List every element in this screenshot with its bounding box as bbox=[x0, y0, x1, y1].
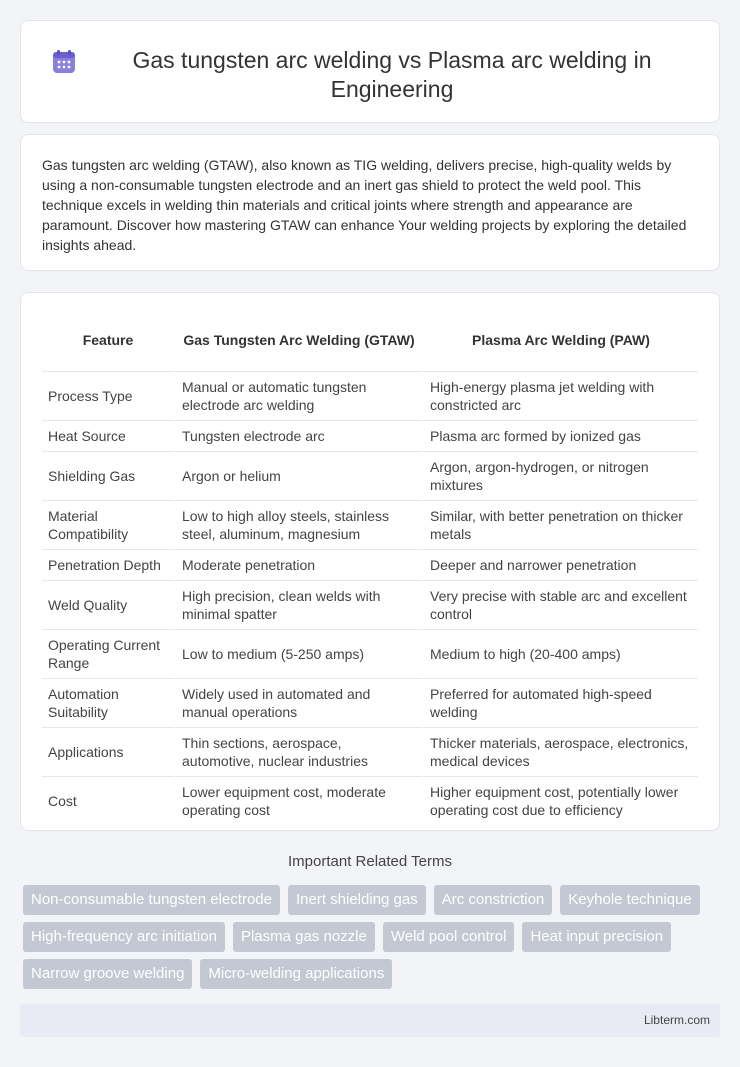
row-gtaw: Lower equipment cost, moderate operating cost bbox=[174, 776, 422, 825]
row-paw: Higher equipment cost, potentially lower operating cost due to efficiency bbox=[422, 776, 698, 825]
row-gtaw: Tungsten electrode arc bbox=[174, 420, 422, 451]
row-gtaw: High precision, clean welds with minimal spatter bbox=[174, 580, 422, 629]
row-feature: Weld Quality bbox=[42, 580, 174, 629]
row-paw: Preferred for automated high-speed welding bbox=[422, 678, 698, 727]
page-title: Gas tungsten arc welding vs Plasma arc welding in Engineering bbox=[132, 47, 652, 102]
tag-arc-constriction[interactable]: Arc constriction bbox=[434, 885, 553, 915]
header-paw: Plasma Arc Welding (PAW) bbox=[422, 309, 698, 371]
row-gtaw: Thin sections, aerospace, automotive, nuclear industries bbox=[174, 727, 422, 776]
related-terms-heading: Important Related Terms bbox=[288, 853, 452, 870]
table-row bbox=[42, 500, 698, 549]
tag-non-consumable-tungsten-electrode[interactable]: Non-consumable tungsten electrode bbox=[23, 885, 280, 915]
row-feature: Shielding Gas bbox=[42, 451, 174, 500]
tag-keyhole-technique[interactable]: Keyhole technique bbox=[560, 885, 699, 915]
row-feature: Cost bbox=[42, 776, 174, 825]
row-feature: Penetration Depth bbox=[42, 549, 174, 580]
table-row bbox=[42, 420, 698, 451]
table-row bbox=[42, 451, 698, 500]
row-feature: Automation Suitability bbox=[42, 678, 174, 727]
row-paw: Very precise with stable arc and excellent control bbox=[422, 580, 698, 629]
title-card bbox=[20, 20, 720, 123]
row-paw: Deeper and narrower penetration bbox=[422, 549, 698, 580]
header-gtaw: Gas Tungsten Arc Welding (GTAW) bbox=[174, 309, 422, 371]
row-paw: Thicker materials, aerospace, electronics, medical devices bbox=[422, 727, 698, 776]
row-feature: Heat Source bbox=[42, 420, 174, 451]
tag-micro-welding-applications[interactable]: Micro-welding applications bbox=[200, 959, 392, 989]
tag-weld-pool-control[interactable]: Weld pool control bbox=[383, 922, 515, 952]
row-paw: Argon, argon-hydrogen, or nitrogen mixtures bbox=[422, 451, 698, 500]
tag-narrow-groove-welding[interactable]: Narrow groove welding bbox=[23, 959, 192, 989]
row-paw: Similar, with better penetration on thicker metals bbox=[422, 500, 698, 549]
table-row bbox=[42, 678, 698, 727]
table-row bbox=[42, 776, 698, 825]
calendar-icon bbox=[51, 49, 77, 75]
tag-high-frequency-arc-initiation[interactable]: High-frequency arc initiation bbox=[23, 922, 225, 952]
intro-card bbox=[20, 134, 720, 271]
footer-site-link[interactable]: Libterm.com bbox=[643, 1013, 710, 1027]
row-gtaw: Widely used in automated and manual operations bbox=[174, 678, 422, 727]
row-feature: Operating Current Range bbox=[42, 629, 174, 678]
row-feature: Process Type bbox=[42, 371, 174, 420]
row-gtaw: Low to medium (5-250 amps) bbox=[174, 629, 422, 678]
table-row bbox=[42, 629, 698, 678]
tag-plasma-gas-nozzle[interactable]: Plasma gas nozzle bbox=[233, 922, 375, 952]
row-feature: Material Compatibility bbox=[42, 500, 174, 549]
intro-paragraph: Gas tungsten arc welding (GTAW), also known as TIG welding, delivers precise, high-quality welds by using a non-consumable tungsten electrode and an inert gas shield to protect the weld pool. This technique excels in welding thin materials and critical joints where strength and appearance are paramount. Discover how mastering GTAW can enhance Your welding projects by exploring the detailed insights ahead. bbox=[42, 157, 687, 253]
tag-heat-input-precision[interactable]: Heat input precision bbox=[522, 922, 671, 952]
table-row bbox=[42, 727, 698, 776]
row-gtaw: Argon or helium bbox=[174, 451, 422, 500]
row-paw: High-energy plasma jet welding with constricted arc bbox=[422, 371, 698, 420]
row-paw: Medium to high (20-400 amps) bbox=[422, 629, 698, 678]
comparison-card bbox=[20, 292, 720, 831]
table-header-row bbox=[42, 309, 698, 371]
footer bbox=[20, 1004, 720, 1037]
table-row bbox=[42, 549, 698, 580]
table-row bbox=[42, 371, 698, 420]
related-terms-list bbox=[23, 885, 723, 989]
comparison-table bbox=[42, 309, 698, 825]
row-feature: Applications bbox=[42, 727, 174, 776]
tag-inert-shielding-gas[interactable]: Inert shielding gas bbox=[288, 885, 426, 915]
header-feature: Feature bbox=[82, 332, 134, 348]
row-gtaw: Moderate penetration bbox=[174, 549, 422, 580]
row-gtaw: Low to high alloy steels, stainless steel, aluminum, magnesium bbox=[174, 500, 422, 549]
row-paw: Plasma arc formed by ionized gas bbox=[422, 420, 698, 451]
row-gtaw: Manual or automatic tungsten electrode arc welding bbox=[174, 371, 422, 420]
table-row bbox=[42, 580, 698, 629]
